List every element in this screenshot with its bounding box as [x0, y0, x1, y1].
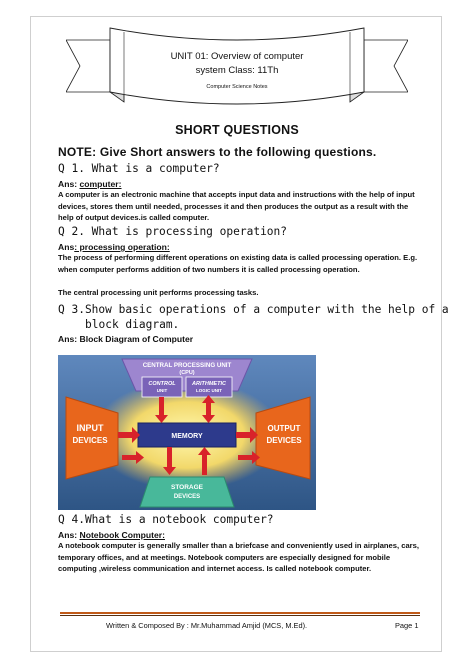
q1-question: Q 1. What is a computer? [58, 162, 220, 175]
q2-question: Q 2. What is processing operation? [58, 225, 288, 238]
q2-answer-p1: The process of performing different operations on existing data is called processing operation. E.g. when computer performs addition of two numbers it is called processing operation. [58, 253, 418, 274]
banner-subtitle: Computer Science Notes [206, 84, 268, 90]
q4-question: Q 4.What is a notebook computer? [58, 513, 274, 526]
storage-line1: STORAGE [170, 484, 204, 491]
q1-answer-label [58, 179, 122, 189]
q2-answer-label [58, 242, 170, 252]
q1-ans-term: computer: [79, 179, 122, 189]
q4-answer: A notebook computer is generally smaller than a briefcase and conveniently used in airplanes, cars, temporary offices, and at meetings. Notebook computers are especially designed for mobile computing ,wireless communication and internet access. Is called notebook computer. [58, 541, 419, 574]
footer-page-number: Page 1 [395, 621, 419, 630]
cpu-label: CENTRAL PROCESSING UNIT [142, 362, 232, 369]
banner-text [110, 50, 364, 90]
block-diagram [58, 355, 316, 510]
output-line2: DEVICES [266, 436, 302, 445]
banner-title-line1: UNIT 01: Overview of computer [170, 51, 304, 62]
q3-question-line1: Q 3.Show basic operations of a computer with the help of a [58, 303, 449, 316]
memory-label: MEMORY [171, 433, 203, 440]
q4-ans-term: Notebook Computer: [79, 530, 165, 540]
output-line1: OUTPUT [267, 424, 301, 433]
storage-line2: DEVICES [173, 494, 201, 500]
q2-ans-term: : processing operation: [74, 242, 170, 252]
alu-line1: ARITHMETIC [192, 381, 226, 387]
footer-rule-dark [60, 615, 420, 616]
footer-rule [60, 612, 420, 614]
cpu-abbr: (CPU) [179, 370, 195, 376]
control-unit-line1: CONTROL [148, 381, 176, 387]
q2-answer-p2: The central processing unit performs processing tasks. [58, 288, 259, 297]
control-unit-line2: UNIT [156, 388, 168, 393]
q4-answer-label [58, 530, 165, 540]
q2-ans-prefix: Ans [58, 242, 75, 252]
storage-devices-box [140, 477, 234, 507]
q3-question-line2: block diagram. [85, 318, 180, 331]
banner-title-line2: system Class: 11Th [195, 65, 279, 76]
alu-line2: LOGIC UNIT [196, 388, 222, 393]
q1-ans-prefix: Ans: [58, 179, 80, 189]
input-line2: DEVICES [72, 436, 108, 445]
input-line1: INPUT [76, 423, 104, 433]
footer-author: Written & Composed By : Mr.Muhammad Amjid (MCS, M.Ed). [106, 621, 308, 630]
q3-answer: Ans: Block Diagram of Computer [58, 334, 194, 344]
section-heading: SHORT QUESTIONS [175, 123, 299, 137]
alu-box [186, 377, 232, 397]
control-unit-box [142, 377, 182, 397]
q1-answer: A computer is an electronic machine that accepts input data and instructions with the help of input devices, stores them until needed, processes it and then produces the output as a result with the help of output devices.is called computer. [58, 190, 415, 223]
q4-ans-prefix: Ans: [58, 530, 80, 540]
note-text: NOTE: Give Short answers to the following questions. [58, 145, 377, 159]
